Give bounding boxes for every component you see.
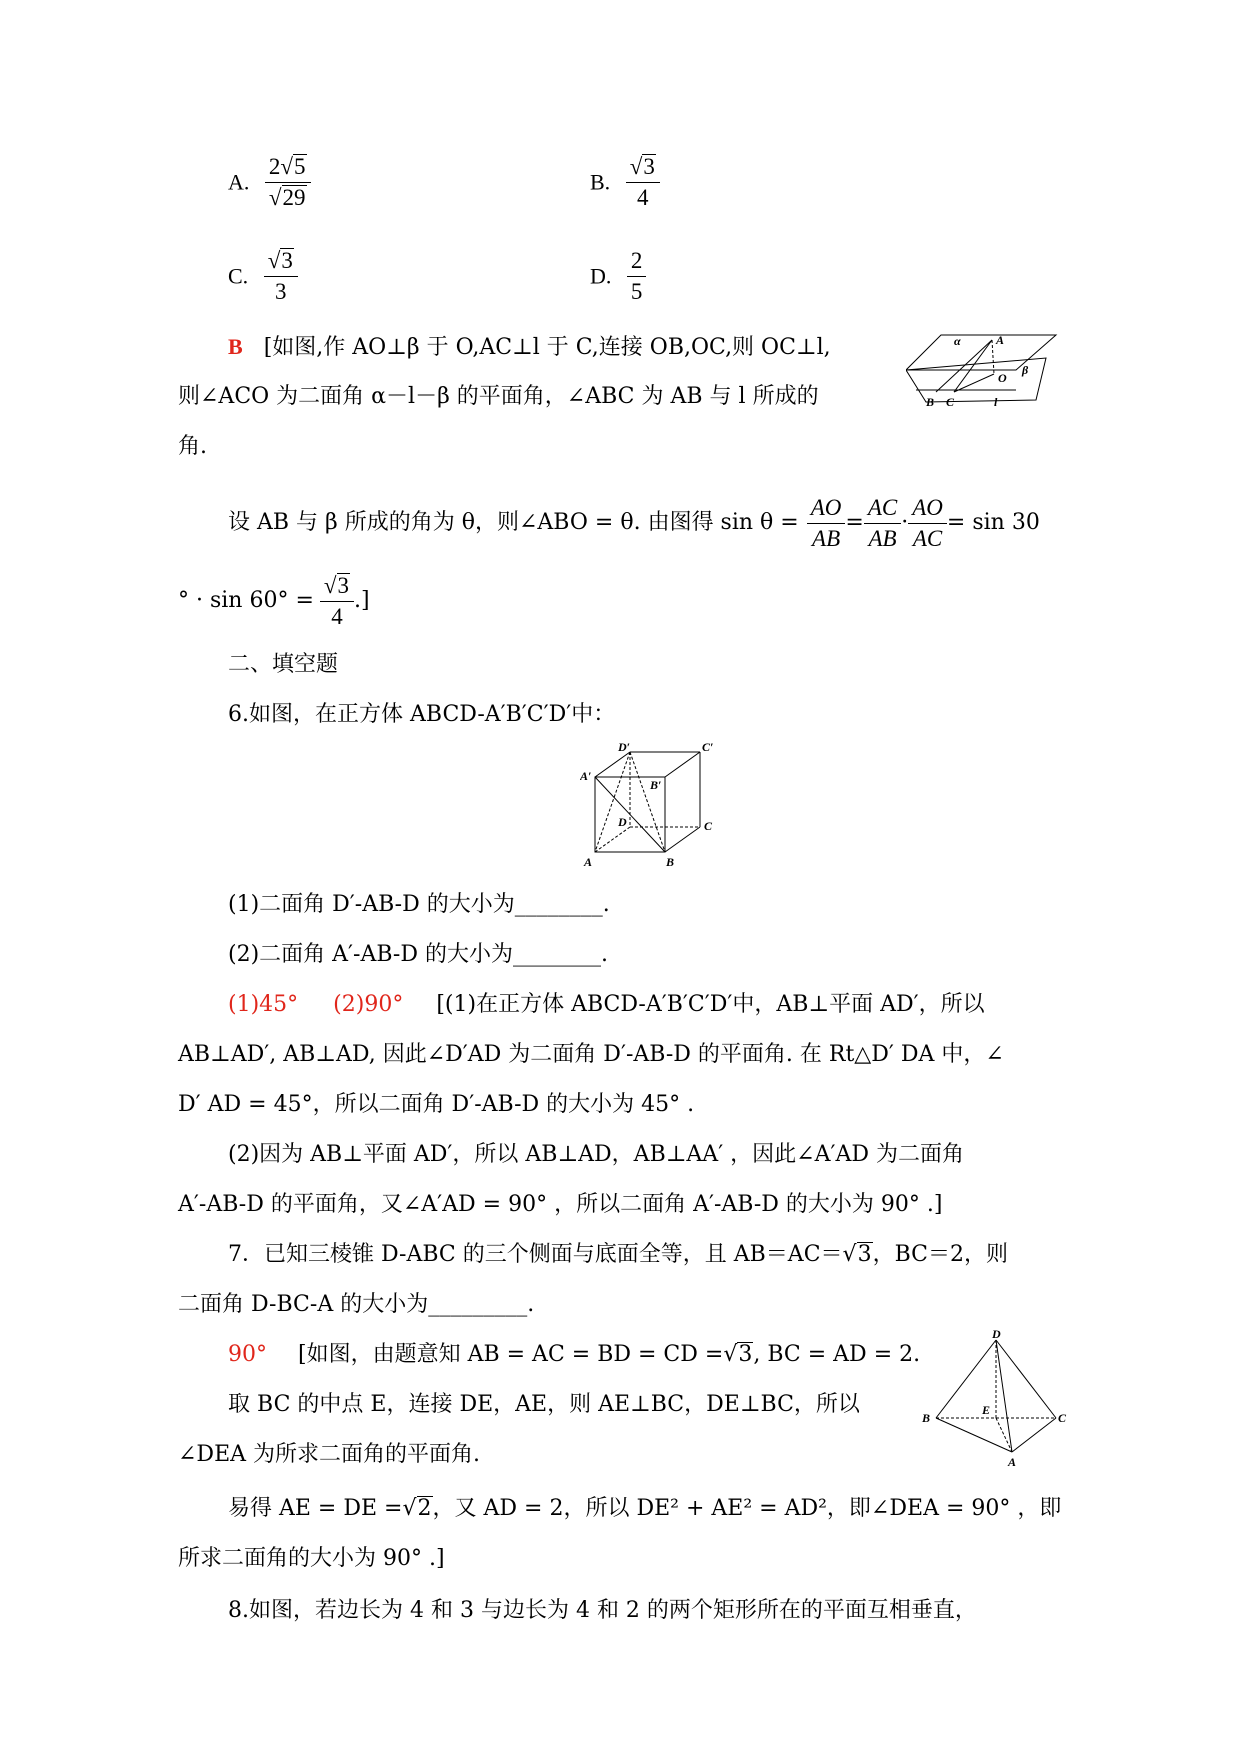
cube-label-a: A [584, 855, 593, 869]
fig5-label-c: C [946, 395, 955, 409]
cube-label-bp: B′ [650, 778, 662, 792]
q6-stem: 6.如图，在正方体 ABCD-A′B′C′D′中： [228, 702, 616, 727]
pyramid-label-d: D [992, 1330, 1001, 1341]
q7-stem-line1: 7．已知三棱锥 D-ABC 的三个侧面与底面全等，且 AB＝AC＝√3，BC＝2，则 [228, 1242, 1008, 1267]
q5-solution-line2: 则∠ACO 为二面角 α－l－β 的平面角，∠ABC 为 AB 与 l 所成的 [178, 384, 819, 409]
q6-part1: (1)二面角 D′-AB-D 的大小为________. [228, 892, 610, 917]
option-b [590, 152, 660, 213]
q7-solution-line3: ∠DEA 为所求二面角的平面角. [178, 1442, 481, 1467]
dihedral-figure [906, 330, 1066, 410]
q7-stem-line2: 二面角 D-BC-A 的大小为_________. [178, 1292, 535, 1317]
pyramid-label-b: B [922, 1411, 931, 1425]
q7-solution-line4: 易得 AE = DE =√2，又 AD = 2，所以 DE² + AE² = AD²，即∠DEA = 90° ，即 [228, 1496, 1062, 1521]
fig5-label-alpha: α [954, 334, 961, 348]
option-c-value: $\frac{√3}{3}$ [264, 246, 298, 307]
option-a-value: $\frac{2√5}{√29}$ [265, 152, 311, 213]
q5-solution-line3: 角. [178, 434, 207, 459]
fig5-label-b: B [926, 395, 935, 409]
fig5-label-l: l [994, 395, 998, 409]
pyramid-figure [920, 1330, 1070, 1470]
q6-solution-line5: A′-AB-D 的平面角，又∠A′AD = 90° ，所以二面角 A′-AB-D 的大小为 90° .] [178, 1192, 943, 1217]
option-b-label: B. [590, 169, 611, 195]
option-d-value: $\frac{2}{5}$ [627, 246, 647, 307]
q5-solution-line1 [228, 330, 831, 365]
q6-solution-line1: (1)45° (2)90° [(1)在正方体 ABCD-A′B′C′D′中，AB⊥平面 AD′，所以 [228, 992, 985, 1017]
cube-label-cp: C′ [702, 742, 714, 754]
option-c-label: C. [228, 263, 249, 289]
cube-label-dp: D′ [618, 742, 631, 754]
q5-solution-line5: ° · sin 60° = $\frac{√3}{4}$ .] [178, 566, 370, 636]
option-a [228, 152, 311, 213]
cube-label-d: D [618, 815, 627, 829]
option-a-label: A. [228, 169, 250, 195]
option-d [590, 246, 646, 307]
q5-text-1: [如图,作 AO⊥β 于 O,AC⊥l 于 C,连接 OB,OC,则 OC⊥l, [263, 335, 831, 360]
q5-solution-line4: 设 AB 与 β 所成的角为 θ，则∠ABO = θ. 由图得 sin θ = $\frac{AO}{AB}$ = $\frac{AC}{AB}$ · $\frac{AO}{AC}$ = sin 30 [228, 488, 1040, 558]
q6-solution-line2: AB⊥AD′, AB⊥AD, 因此∠D′AD 为二面角 D′-AB-D 的平面角. 在 Rt△D′ DA 中，∠ [178, 1042, 1004, 1067]
q6-answer-1: (1)45° [228, 992, 299, 1017]
q8-stem: 8.如图，若边长为 4 和 3 与边长为 4 和 2 的两个矩形所在的平面互相垂直， [228, 1598, 977, 1623]
q6-part2: (2)二面角 A′-AB-D 的大小为________. [228, 942, 608, 967]
q6-solution-line4: (2)因为 AB⊥平面 AD′，所以 AB⊥AD，AB⊥AA′ ，因此∠A′AD 为二面角 [228, 1142, 965, 1167]
option-b-value: $\frac{√3}{4}$ [626, 152, 660, 213]
fig5-label-o: O [998, 371, 1007, 385]
q5-answer: B [228, 334, 243, 359]
option-d-label: D. [590, 263, 612, 289]
cube-label-ap: A′ [580, 769, 592, 783]
fig5-label-a: A [996, 333, 1005, 347]
pyramid-label-a: A [1008, 1455, 1017, 1469]
q7-solution-line2: 取 BC 的中点 E，连接 DE，AE，则 AE⊥BC，DE⊥BC，所以 [228, 1392, 860, 1417]
cube-label-c: C [704, 819, 713, 833]
pyramid-label-e: E [982, 1403, 991, 1417]
q7-solution-line1: 90° [如图，由题意知 AB = AC = BD = CD =√3, BC = AD = 2. [228, 1342, 921, 1367]
q6-solution-line3: D′ AD = 45°，所以二面角 D′-AB-D 的大小为 45° . [178, 1092, 695, 1117]
pyramid-label-c: C [1058, 1411, 1067, 1425]
q6-answer-2: (2)90° [333, 992, 404, 1017]
section-title: 二、填空题 [228, 652, 339, 677]
cube-figure [580, 742, 720, 872]
option-c [228, 246, 298, 307]
cube-label-b: B [666, 855, 675, 869]
q7-solution-line5: 所求二面角的大小为 90° .] [178, 1546, 445, 1571]
q7-answer: 90° [228, 1342, 267, 1367]
fig5-label-beta: β [1022, 363, 1029, 377]
